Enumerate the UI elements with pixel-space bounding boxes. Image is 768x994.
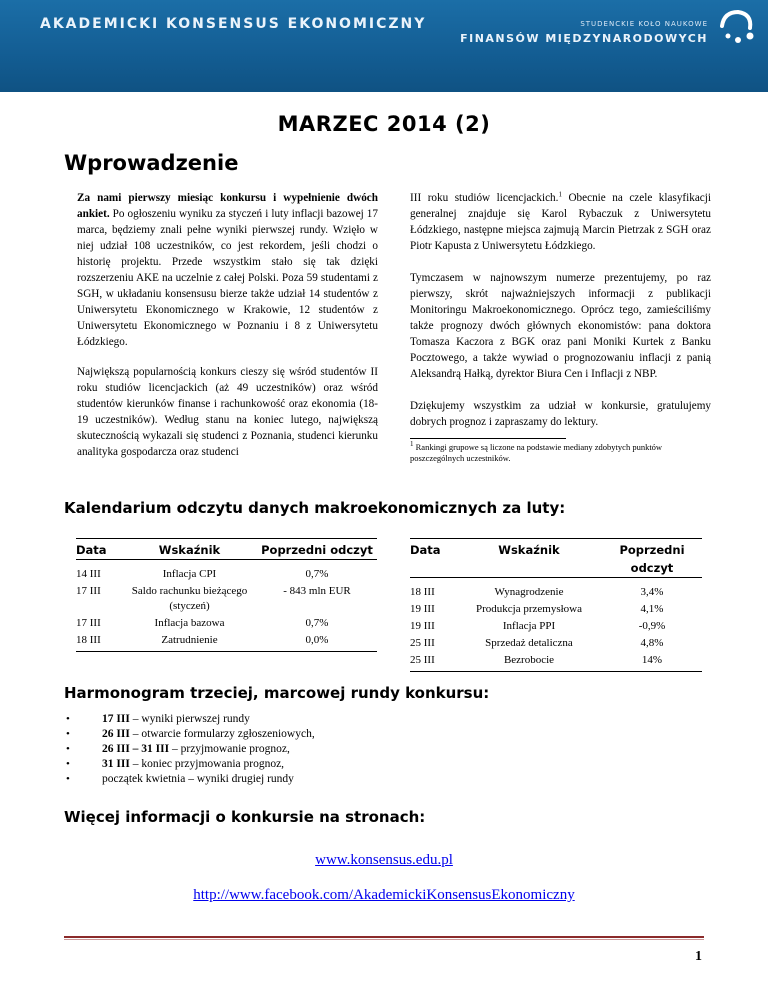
facebook-link[interactable]: http://www.facebook.com/AkademickiKonsensusEkonomiczny (193, 887, 575, 903)
header-date: Data (410, 543, 441, 557)
row-date: 19 III (410, 603, 435, 615)
table-header-row (76, 539, 377, 560)
intro-paragraph-1 (77, 190, 378, 350)
header-date: Data (76, 543, 107, 557)
header-indicator: Wskaźnik (498, 543, 560, 557)
row-indicator: Inflacja PPI (502, 620, 556, 632)
footnote-separator (410, 438, 566, 439)
header-previous: Poprzedni odczyt (619, 543, 685, 575)
list-item (64, 742, 315, 757)
row-value: 4,8% (640, 637, 664, 649)
row-value: 4,1% (640, 603, 664, 615)
header-left-title: AKADEMICKI KONSENSUS EKONOMICZNY (40, 16, 427, 32)
footer-rule (64, 936, 704, 938)
bullet-icon: • (66, 773, 70, 785)
intro-right-column (410, 190, 711, 464)
schedule-date: 26 III (102, 728, 130, 740)
row-value: 0,0% (305, 634, 329, 646)
row-indicator: Wynagrodzenie (494, 586, 564, 598)
list-item (64, 712, 315, 727)
schedule-date: 17 III (102, 713, 130, 725)
row-indicator: Saldo rachunku bieżącego (styczeń) (131, 585, 248, 612)
header-right-subtitle: STUDENCKIE KOŁO NAUKOWE (580, 20, 708, 28)
bullet-icon: • (66, 758, 70, 770)
row-value: 14% (641, 654, 663, 666)
intro-heading: Wprowadzenie (64, 151, 239, 175)
row-date: 25 III (410, 654, 435, 666)
intro-p3-rest: Obecnie na czele klasyfikacji generalnej znajduje się Karol Rybaczuk z Uniwersytetu Łódzkiego, następne miejsca zajmują Marcin Pietrzak z SGH oraz Piotr Kapusta z Uniwersytetu Łódzkiego. (410, 192, 711, 252)
table-row (410, 652, 702, 672)
schedule-heading: Harmonogram trzeciej, marcowej rundy konkursu: (64, 684, 490, 702)
header-banner (0, 0, 768, 92)
header-indicator: Wskaźnik (158, 543, 221, 557)
row-value: 0,7% (305, 617, 329, 629)
page-number: 1 (695, 949, 702, 964)
row-indicator: Produkcja przemysłowa (476, 603, 582, 615)
calendar-heading: Kalendarium odczytu danych makroekonomicznych za luty: (64, 499, 566, 517)
footer-rule-thin (64, 939, 704, 940)
table-row (76, 615, 377, 632)
table-row (76, 583, 377, 615)
row-indicator: Inflacja CPI (162, 568, 217, 580)
row-value: 3,4% (640, 586, 664, 598)
table-row (410, 618, 702, 635)
row-date: 18 III (76, 634, 101, 646)
row-value: -0,9% (638, 620, 666, 632)
calendar-table-right (410, 538, 702, 672)
row-date: 17 III (76, 617, 101, 629)
intro-p1-text: Po ogłoszeniu wyniku za styczeń i luty inflacji bazowej 17 marca, będziemy znali pełne wyniki pierwszej rundy. Wzięło w niej udział 108 uczestników, co jest rekordem, jeśli chodzi o historię projektu. Przede wszystkim stało się tak dzięki rozszerzeniu AKE na uczelnie z całej Polski. Poza 59 studentami z SGH, w układaniu konsensusu bierze także udział 14 studentów z Uniwersytetu Ekonomicznego w Krakowie, 12 studentów z Uniwersytetu Ekonomicznego w Poznaniu i 8 z Uniwersytetu Łódzkiego. (77, 208, 378, 348)
intro-p3-start: III roku studiów licencjackich. (410, 192, 559, 204)
table-row (76, 560, 377, 584)
row-date: 25 III (410, 637, 435, 649)
row-indicator: Sprzedaż detaliczna (485, 637, 573, 649)
table-row (76, 632, 377, 652)
link-row-1 (0, 852, 768, 869)
header-right-title: FINANSÓW MIĘDZYNARODOWYCH (460, 32, 708, 45)
bullet-icon: • (66, 713, 70, 725)
page-title: MARZEC 2014 (2) (277, 112, 491, 136)
list-item (64, 757, 315, 772)
table-row (410, 601, 702, 618)
list-item (64, 727, 315, 742)
schedule-list (64, 712, 315, 787)
row-date: 17 III (76, 585, 101, 597)
intro-paragraph-4: Tymczasem w najnowszym numerze prezentujemy, po raz pierwszy, skrót najważniejszych informacji z publikacji Monitoringu Makroekonomicznego. Oprócz tego, zamieściliśmy także prognozy dwóch głównych ekonomistów: pana doktora Tomasza Kaczora z BGK oraz pani Moniki Kurtek z Banku Pocztowego, a także wywiad o prognozowaniu inflacji z panią Aleksandrą Hałką, dyrektor Biura Cen i Inflacji z NBP. (410, 272, 711, 380)
row-indicator: Inflacja bazowa (154, 617, 225, 629)
website-link[interactable]: www.konsensus.edu.pl (315, 852, 453, 868)
bullet-icon: • (66, 743, 70, 755)
schedule-text: początek kwietnia – wyniki drugiej rundy (102, 773, 294, 785)
schedule-text: – koniec przyjmowania prognoz, (129, 758, 285, 770)
footnote-ref: 1 (558, 190, 562, 199)
row-date: 14 III (76, 568, 101, 580)
footnote-text: Rankingi grupowe są liczone na podstawie mediany zdobytych punktów poszczególnych uczestników. (410, 442, 663, 463)
header-previous: Poprzedni odczyt (261, 543, 373, 557)
intro-lead: Za nami pierwszy miesiąc konkursu i wypełnienie dwóch ankiet. (77, 192, 378, 220)
calendar-table-left (76, 538, 377, 652)
schedule-date: 26 III – 31 III (102, 743, 170, 755)
row-indicator: Bezrobocie (503, 654, 555, 666)
schedule-text: – wyniki pierwszej rundy (129, 713, 250, 725)
schedule-date: 31 III (102, 758, 130, 770)
intro-left-column (77, 190, 378, 476)
intro-paragraph-3 (410, 190, 711, 254)
more-info-heading: Więcej informacji o konkursie na stronach: (64, 808, 426, 826)
footnote-number: 1 (410, 440, 414, 449)
link-row-2 (0, 887, 768, 904)
row-indicator: Zatrudnienie (161, 634, 218, 646)
intro-paragraph-2: Największą popularnością konkurs cieszy się wśród studentów II roku studiów licencjackich (aż 49 uczestników) oraz wśród studentów kierunków finanse i rachunkowość oraz ekonomia (18-19 uczestników). Według stanu na koniec lutego, największą skutecznością wykazali się studenci z Poznania, studenci kierunku analityka gospodarcza oraz studenci (77, 366, 378, 458)
row-date: 18 III (410, 586, 435, 598)
footnote (410, 442, 711, 464)
logo-icon (714, 6, 758, 50)
intro-paragraph-5: Dziękujemy wszystkim za udział w konkursie, gratulujemy dobrych prognoz i zapraszamy do lektury. (410, 400, 711, 428)
schedule-text: – otwarcie formularzy zgłoszeniowych, (129, 728, 315, 740)
table-row (410, 578, 702, 602)
row-value: - 843 mln EUR (283, 585, 351, 597)
table-row (410, 635, 702, 652)
list-item (64, 772, 315, 787)
schedule-text: – przyjmowanie prognoz, (169, 743, 290, 755)
row-date: 19 III (410, 620, 435, 632)
bullet-icon: • (66, 728, 70, 740)
table-header-row (410, 539, 702, 578)
row-value: 0,7% (305, 568, 329, 580)
